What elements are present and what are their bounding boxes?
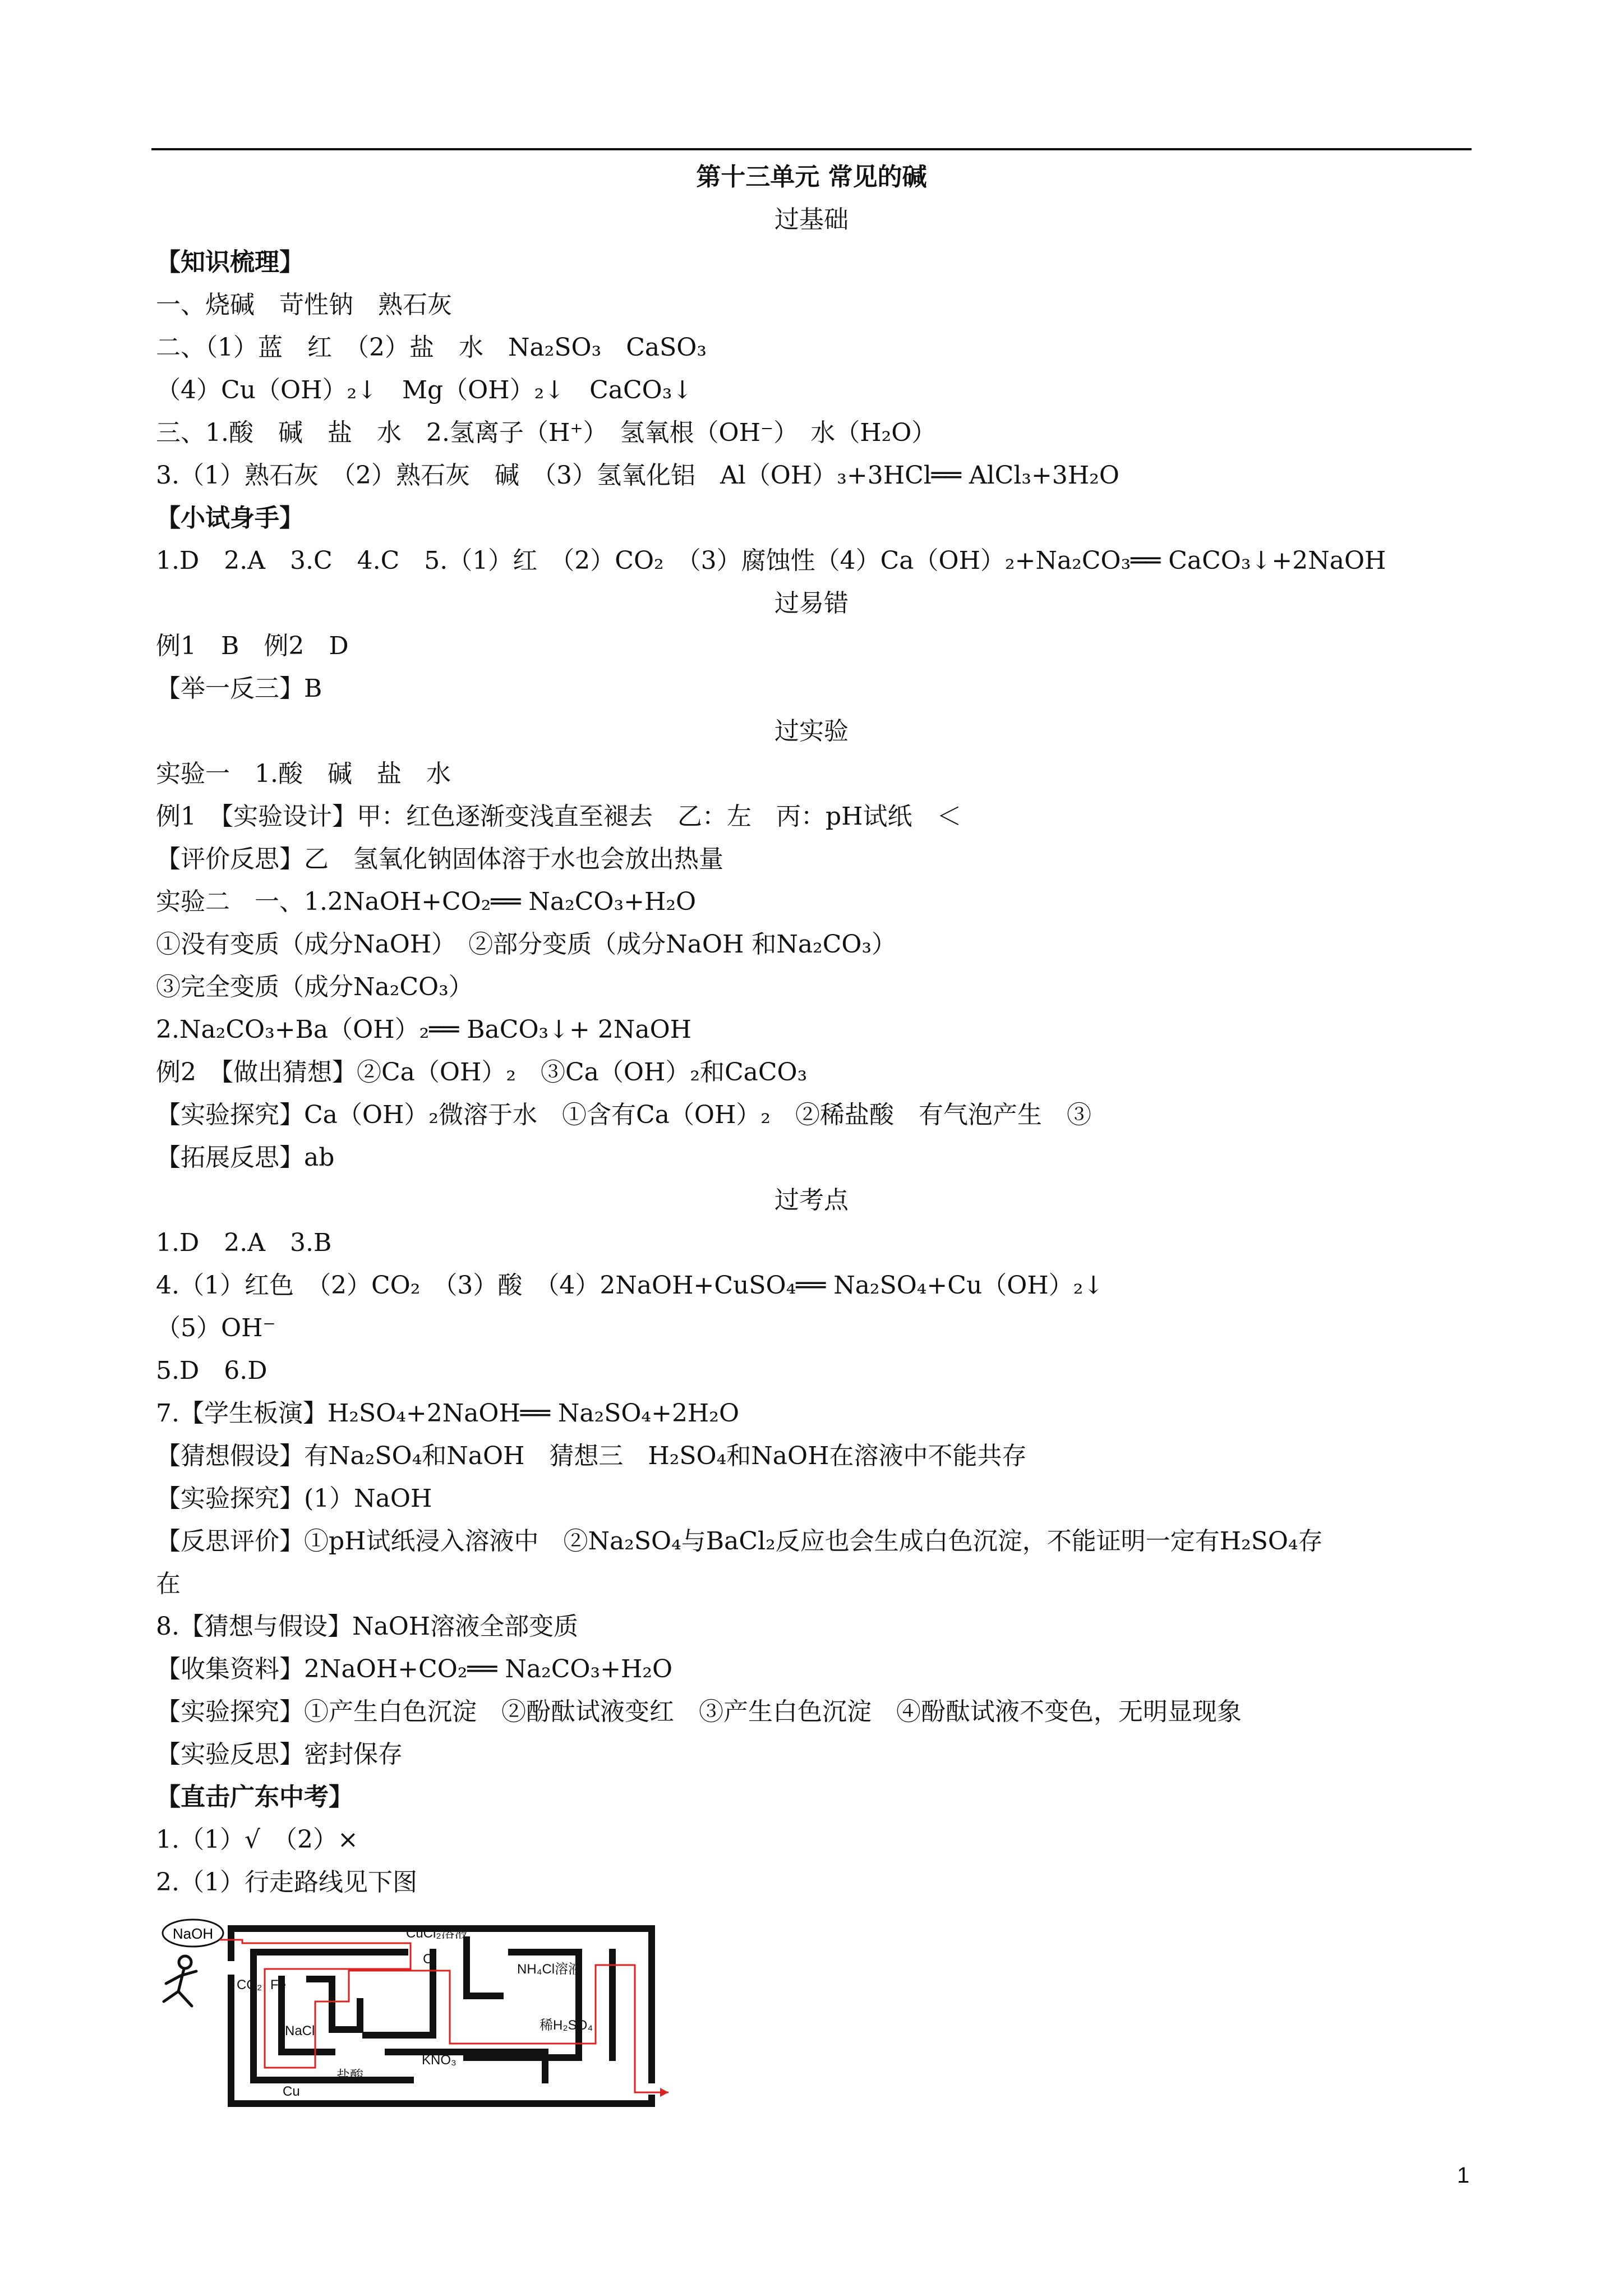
text-line: 三、1.酸 碱 盐 水 2.氢离子（H⁺） 氢氧根（OH⁻） 水（H₂O） [156,418,937,447]
text-line: 2.Na₂CO₃+Ba（OH）₂══ BaCO₃↓+ 2NaOH [156,1015,692,1044]
text-line: 【评价反思】乙 氢氧化钠固体溶于水也会放出热量 [156,845,723,873]
text-line: 例2 【做出猜想】②Ca（OH）₂ ③Ca（OH）₂和CaCO₃ [156,1058,808,1087]
text-line: 【实验探究】(1）NaOH [156,1484,432,1513]
text-line: 例1 【实验设计】甲：红色逐渐变浅直至褪去 乙：左 丙：pH试纸 ＜ [156,802,962,831]
text-line: ①没有变质（成分NaOH） ②部分变质（成分NaOH 和Na₂CO₃） [156,930,897,959]
section-heading-basics: 过基础 [774,205,849,234]
text-line: ③完全变质（成分Na₂CO₃） [156,973,473,1001]
heading-try: 【小试身手】 [156,504,304,532]
text-line: 【拓展反思】ab [156,1143,335,1172]
maze-label: NH₄Cl溶液 [517,1962,582,1977]
text-line: 【实验探究】①产生白色沉淀 ②酚酞试液变红 ③产生白色沉淀 ④酚酞试液不变色，无明显现象 [156,1697,1242,1726]
section-heading-errors: 过易错 [774,589,849,618]
maze-label: Cu [283,2084,300,2099]
text-line: （5）OH⁻ [156,1314,276,1342]
page-title: 第十三单元 常见的碱 [696,163,927,191]
text-line: 实验一 1.酸 碱 盐 水 [156,760,451,788]
text-line: 一、烧碱 苛性钠 熟石灰 [156,291,452,319]
walker-icon [164,1956,196,2006]
maze-walls [231,1929,652,2104]
text-line: 2.（1）行走路线见下图 [156,1868,417,1897]
text-line: 1.D 2.A 3.B [156,1228,332,1257]
maze-label: 稀H₂SO₄ [540,2018,593,2033]
maze-label: C [423,1952,433,1967]
maze-label: 盐酸 [336,2068,363,2083]
text-line: 实验二 一、1.2NaOH+CO₂══ Na₂CO₃+H₂O [156,887,697,916]
section-heading-points: 过考点 [774,1186,849,1214]
route-arrow-icon [660,2088,668,2097]
text-line: 【收集资料】2NaOH+CO₂══ Na₂CO₃+H₂O [156,1655,673,1683]
text-line: 1.D 2.A 3.C 4.C 5.（1）红 （2）CO₂ （3）腐蚀性（4）Ca（OH）₂+Na₂CO₃══ CaCO₃↓+2NaOH [156,546,1386,575]
text-line: 例1 B 例2 D [156,632,349,660]
text-line: 二、（1）蓝 红 （2）盐 水 Na₂SO₃ CaSO₃ [156,333,707,362]
heading-guangdong: 【直击广东中考】 [156,1783,353,1811]
text-line: 3.（1）熟石灰 （2）熟石灰 碱 （3）氢氧化铝 Al（OH）₃+3HCl══ AlCl₃+3H₂O [156,461,1119,490]
text-line: 【实验反思】密封保存 [156,1740,403,1769]
text-line: 在 [156,1570,181,1598]
text-line: 【反思评价】①pH试纸浸入溶液中 ②Na₂SO₄与BaCl₂反应也会生成白色沉淀，不能证明一定有H₂SO₄存 [156,1527,1323,1556]
text-line: 【猜想假设】有Na₂SO₄和NaOH 猜想三 H₂SO₄和NaOH在溶液中不能共存 [156,1442,1027,1470]
maze-label: KNO₃ [422,2053,457,2068]
heading-knowledge: 【知识梳理】 [156,248,304,277]
maze-label: Fe [270,1977,287,1993]
maze-label: CuCl₂溶液 [406,1926,468,1941]
page-number: 1 [1457,2163,1470,2188]
text-line: 【实验探究】Ca（OH）₂微溶于水 ①含有Ca（OH）₂ ②稀盐酸 有气泡产生 ③ [156,1101,1091,1129]
text-line: 4.（1）红色 （2）CO₂ （3）酸 （4）2NaOH+CuSO₄══ Na₂SO₄+Cu（OH）₂↓ [156,1271,1104,1300]
text-line: 【举一反三】B [156,674,322,703]
text-line: 5.D 6.D [156,1356,268,1385]
text-line: 7.【学生板演】H₂SO₄+2NaOH══ Na₂SO₄+2H₂O [156,1399,740,1428]
text-line: 1.（1）√ （2）× [156,1825,358,1854]
header-rule [151,148,1472,150]
maze-figure [153,1917,668,2114]
maze-label: CO₂ [237,1977,262,1993]
maze-start-label: NaOH [172,1925,214,1942]
route-path [220,1940,668,2092]
text-line: 8.【猜想与假设】NaOH溶液全部变质 [156,1612,579,1641]
section-heading-experiment: 过实验 [774,717,849,746]
maze-label: NaCl [285,2023,315,2039]
text-line: （4）Cu（OH）₂↓ Mg（OH）₂↓ CaCO₃↓ [156,376,693,404]
